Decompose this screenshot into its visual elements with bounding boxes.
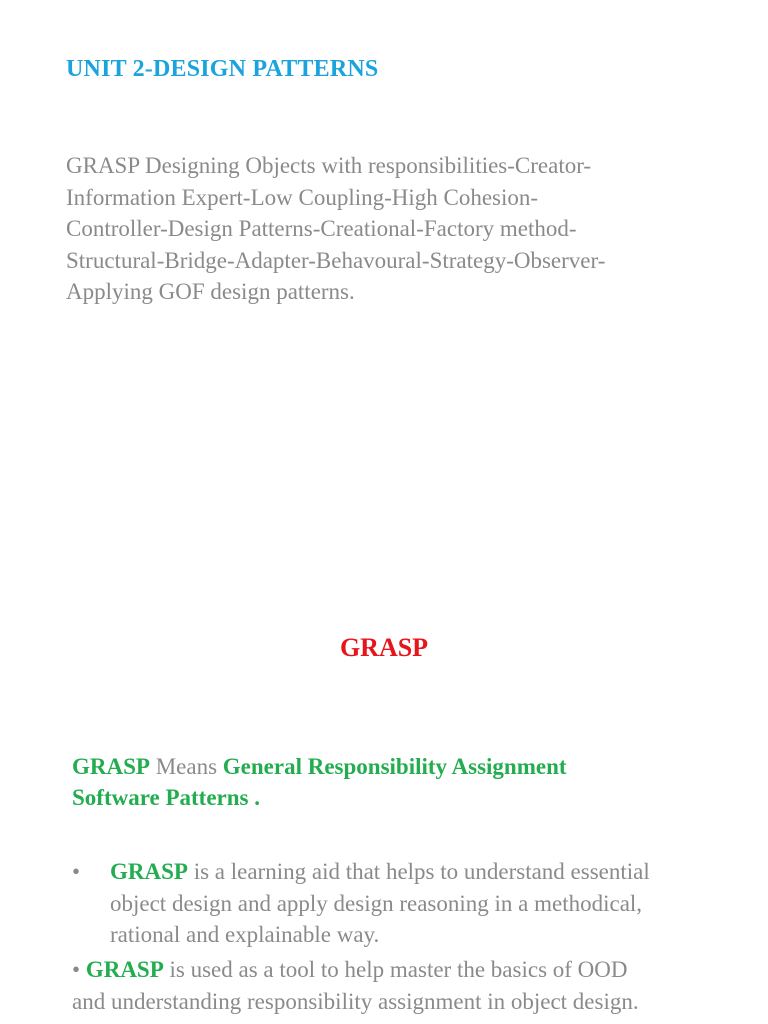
unit-syllabus-paragraph: [66, 150, 716, 308]
bullet-marker: •: [72, 859, 81, 884]
bullet-term: GRASP: [110, 859, 188, 884]
section-heading: GRASP: [339, 633, 429, 662]
definition-connector: Means: [149, 754, 223, 779]
syllabus-line: GRASP Designing Objects with responsibilities-Creator-: [66, 153, 592, 178]
bullet-line: object design and apply design reasoning in a methodical,: [110, 890, 643, 916]
bullet-line: [72, 954, 732, 986]
syllabus-line: Controller-Design Patterns-Creational-Factory method-: [66, 216, 577, 241]
bullet-line-rest: is used as a tool to help master the basics of OOD: [163, 957, 628, 982]
definition-expansion-part1: General Responsibility Assignment: [222, 754, 567, 779]
bullet-item: [72, 954, 732, 1017]
syllabus-line: Structural-Bridge-Adapter-Behavoural-Strategy-Observer-: [66, 247, 606, 273]
syllabus-line: Applying GOF design patterns.: [66, 279, 355, 304]
page-title: UNIT 2-DESIGN PATTERNS: [66, 56, 379, 82]
grasp-definition: [72, 751, 712, 813]
bullet-line: [110, 856, 730, 888]
bullet-line-rest: is a learning aid that helps to understand essential: [187, 859, 650, 884]
syllabus-line: Information Expert-Low Coupling-High Cohesion-: [66, 184, 539, 210]
bullet-marker: •: [72, 957, 86, 982]
definition-term: GRASP: [72, 754, 150, 779]
definition-expansion-part2: Software Patterns .: [72, 785, 260, 810]
bullet-line: and understanding responsibility assignment in object design.: [72, 988, 639, 1014]
bullet-line: rational and explainable way.: [110, 922, 380, 947]
bullet-term: GRASP: [85, 957, 164, 982]
bullet-text: [110, 856, 730, 951]
